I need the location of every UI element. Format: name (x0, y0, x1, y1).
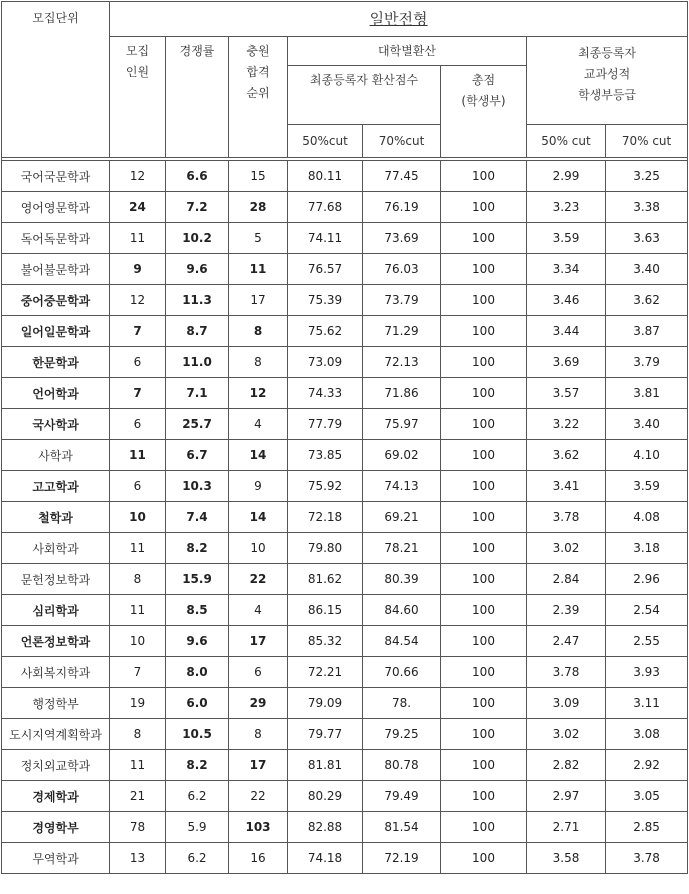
score-cut50-cell: 75.62 (288, 316, 363, 347)
quota-cell: 11 (110, 533, 166, 564)
competition-cell: 11.3 (166, 285, 229, 316)
table-row (2, 254, 688, 285)
quota-cell: 11 (110, 223, 166, 254)
table-row (2, 688, 688, 719)
department-cell: 사회학과 (2, 533, 110, 564)
competition-cell: 7.2 (166, 192, 229, 223)
table-row (2, 719, 688, 750)
rank-cell: 28 (229, 192, 288, 223)
grade-cut70-cell: 4.10 (606, 440, 688, 471)
department-cell: 국어국문학과 (2, 161, 110, 192)
total-cell: 100 (441, 533, 527, 564)
total-cell: 100 (441, 750, 527, 781)
score-cut50-cell: 75.39 (288, 285, 363, 316)
table-row (2, 626, 688, 657)
grade-cut70-cell: 2.55 (606, 626, 688, 657)
grade-cut70-cell: 3.87 (606, 316, 688, 347)
quota-cell: 19 (110, 688, 166, 719)
table-header (2, 2, 688, 161)
grade-cut70-cell: 4.08 (606, 502, 688, 533)
quota-cell: 11 (110, 595, 166, 626)
score-cut50-header: 50%cut (288, 125, 363, 158)
final-score-header: 최종등록자 환산점수 (288, 66, 441, 125)
table-row (2, 347, 688, 378)
competition-cell: 7.1 (166, 378, 229, 409)
total-cell: 100 (441, 688, 527, 719)
total-cell: 100 (441, 254, 527, 285)
competition-cell: 10.2 (166, 223, 229, 254)
conversion-header: 대학별환산 (288, 37, 527, 66)
grade-cut70-cell: 3.62 (606, 285, 688, 316)
competition-cell: 10.5 (166, 719, 229, 750)
total-cell: 100 (441, 192, 527, 223)
total-cell: 100 (441, 316, 527, 347)
grade-cut50-cell: 2.84 (527, 564, 606, 595)
competition-cell: 15.9 (166, 564, 229, 595)
score-cut70-cell: 73.79 (363, 285, 441, 316)
grade-cut50-cell: 3.57 (527, 378, 606, 409)
quota-cell: 12 (110, 161, 166, 192)
grade-cut70-cell: 3.25 (606, 161, 688, 192)
rank-cell: 4 (229, 595, 288, 626)
rank-cell: 8 (229, 719, 288, 750)
rank-cell: 29 (229, 688, 288, 719)
grade-cut70-cell: 3.79 (606, 347, 688, 378)
score-cut50-cell: 74.11 (288, 223, 363, 254)
competition-cell: 8.0 (166, 657, 229, 688)
total-cell: 100 (441, 502, 527, 533)
department-cell: 불어불문학과 (2, 254, 110, 285)
rank-cell: 17 (229, 285, 288, 316)
score-cut50-cell: 76.57 (288, 254, 363, 285)
grade-cut50-cell: 3.09 (527, 688, 606, 719)
rank-cell: 17 (229, 626, 288, 657)
score-cut50-cell: 81.62 (288, 564, 363, 595)
quota-cell: 7 (110, 316, 166, 347)
score-cut50-cell: 74.33 (288, 378, 363, 409)
quota-cell: 24 (110, 192, 166, 223)
competition-cell: 5.9 (166, 812, 229, 843)
rank-cell: 8 (229, 347, 288, 378)
grade-cut50-cell: 3.02 (527, 719, 606, 750)
quota-cell: 21 (110, 781, 166, 812)
score-cut50-cell: 73.09 (288, 347, 363, 378)
total-cell: 100 (441, 564, 527, 595)
grade-cut50-cell: 3.78 (527, 502, 606, 533)
table-row (2, 657, 688, 688)
score-cut50-cell: 86.15 (288, 595, 363, 626)
competition-cell: 6.2 (166, 781, 229, 812)
grade-cut70-cell: 3.40 (606, 409, 688, 440)
department-cell: 언어학과 (2, 378, 110, 409)
total-cell: 100 (441, 471, 527, 502)
score-cut50-cell: 80.11 (288, 161, 363, 192)
quota-cell: 11 (110, 750, 166, 781)
table-row (2, 533, 688, 564)
department-cell: 언론정보학과 (2, 626, 110, 657)
score-cut50-cell: 74.18 (288, 843, 363, 874)
grade-cut70-cell: 3.18 (606, 533, 688, 564)
grade-cut50-cell: 2.39 (527, 595, 606, 626)
quota-cell: 12 (110, 285, 166, 316)
grade-cut70-cell: 3.63 (606, 223, 688, 254)
quota-cell: 7 (110, 378, 166, 409)
table-row (2, 812, 688, 843)
score-cut50-cell: 77.68 (288, 192, 363, 223)
department-cell: 한문학과 (2, 347, 110, 378)
table-row (2, 161, 688, 192)
score-cut50-cell: 72.18 (288, 502, 363, 533)
table-row (2, 316, 688, 347)
score-cut70-cell: 69.02 (363, 440, 441, 471)
grade-cut70-cell: 2.92 (606, 750, 688, 781)
score-cut70-cell: 81.54 (363, 812, 441, 843)
department-cell: 국사학과 (2, 409, 110, 440)
score-cut70-cell: 72.19 (363, 843, 441, 874)
grade-cut50-cell: 3.62 (527, 440, 606, 471)
rank-cell: 22 (229, 781, 288, 812)
score-cut70-cell: 80.39 (363, 564, 441, 595)
total-cell: 100 (441, 347, 527, 378)
rank-cell: 4 (229, 409, 288, 440)
rank-cell: 11 (229, 254, 288, 285)
grade-header: 최종등록자 교과성적 학생부등급 (527, 37, 688, 125)
score-cut70-cell: 72.13 (363, 347, 441, 378)
quota-cell: 8 (110, 564, 166, 595)
competition-cell: 7.4 (166, 502, 229, 533)
score-cut70-cell: 74.13 (363, 471, 441, 502)
grade-cut50-cell: 3.22 (527, 409, 606, 440)
rank-cell: 16 (229, 843, 288, 874)
score-cut50-cell: 79.80 (288, 533, 363, 564)
competition-cell: 6.6 (166, 161, 229, 192)
grade-cut50-cell: 2.82 (527, 750, 606, 781)
score-cut70-cell: 71.86 (363, 378, 441, 409)
score-cut70-header: 70%cut (363, 125, 441, 158)
rank-cell: 8 (229, 316, 288, 347)
grade-cut50-cell: 3.69 (527, 347, 606, 378)
score-cut70-cell: 70.66 (363, 657, 441, 688)
table-row (2, 750, 688, 781)
rank-cell: 22 (229, 564, 288, 595)
score-cut70-cell: 69.21 (363, 502, 441, 533)
score-cut70-cell: 73.69 (363, 223, 441, 254)
quota-cell: 78 (110, 812, 166, 843)
quota-cell: 7 (110, 657, 166, 688)
quota-cell: 13 (110, 843, 166, 874)
score-cut70-cell: 84.54 (363, 626, 441, 657)
table-row (2, 595, 688, 626)
grade-cut70-cell: 2.54 (606, 595, 688, 626)
grade-cut50-cell: 3.23 (527, 192, 606, 223)
grade-cut70-cell: 3.59 (606, 471, 688, 502)
total-cell: 100 (441, 223, 527, 254)
grade-cut50-cell: 2.97 (527, 781, 606, 812)
table-row (2, 378, 688, 409)
total-cell: 100 (441, 657, 527, 688)
rank-header: 충원 합격 순위 (229, 37, 288, 158)
total-cell: 100 (441, 812, 527, 843)
quota-header: 모집 인원 (110, 37, 166, 158)
grade-cut70-cell: 3.08 (606, 719, 688, 750)
table-row (2, 781, 688, 812)
grade-cut50-cell: 2.71 (527, 812, 606, 843)
score-cut70-cell: 77.45 (363, 161, 441, 192)
score-cut70-cell: 76.19 (363, 192, 441, 223)
quota-cell: 10 (110, 502, 166, 533)
competition-cell: 10.3 (166, 471, 229, 502)
score-cut70-cell: 84.60 (363, 595, 441, 626)
competition-cell: 8.2 (166, 533, 229, 564)
score-cut50-cell: 77.79 (288, 409, 363, 440)
total-cell: 100 (441, 843, 527, 874)
unit-header: 모집단위 (2, 2, 110, 158)
department-cell: 심리학과 (2, 595, 110, 626)
table-row (2, 440, 688, 471)
quota-cell: 6 (110, 409, 166, 440)
rank-cell: 15 (229, 161, 288, 192)
total-cell: 100 (441, 595, 527, 626)
quota-cell: 10 (110, 626, 166, 657)
competition-cell: 6.0 (166, 688, 229, 719)
table-row (2, 192, 688, 223)
score-cut70-cell: 75.97 (363, 409, 441, 440)
grade-cut50-cell: 3.59 (527, 223, 606, 254)
grade-cut50-cell: 3.78 (527, 657, 606, 688)
department-cell: 사학과 (2, 440, 110, 471)
quota-cell: 6 (110, 347, 166, 378)
competition-cell: 9.6 (166, 626, 229, 657)
department-cell: 경제학과 (2, 781, 110, 812)
score-cut50-cell: 80.29 (288, 781, 363, 812)
grade-cut70-cell: 3.38 (606, 192, 688, 223)
competition-cell: 11.0 (166, 347, 229, 378)
rank-cell: 10 (229, 533, 288, 564)
competition-cell: 8.2 (166, 750, 229, 781)
grade-cut50-cell: 3.44 (527, 316, 606, 347)
table-row (2, 285, 688, 316)
score-cut50-cell: 79.09 (288, 688, 363, 719)
score-cut50-cell: 81.81 (288, 750, 363, 781)
department-cell: 문헌정보학과 (2, 564, 110, 595)
table-row (2, 502, 688, 533)
score-cut70-cell: 76.03 (363, 254, 441, 285)
competition-cell: 8.7 (166, 316, 229, 347)
total-cell: 100 (441, 285, 527, 316)
total-cell: 100 (441, 378, 527, 409)
track-title: 일반전형 (110, 2, 688, 37)
score-cut50-cell: 75.92 (288, 471, 363, 502)
table-body (2, 161, 688, 874)
competition-cell: 8.5 (166, 595, 229, 626)
table-row (2, 564, 688, 595)
quota-cell: 8 (110, 719, 166, 750)
total-cell: 100 (441, 719, 527, 750)
total-header: 총점 (학생부) (441, 66, 527, 158)
grade-cut70-cell: 3.81 (606, 378, 688, 409)
department-cell: 철학과 (2, 502, 110, 533)
quota-cell: 9 (110, 254, 166, 285)
department-cell: 도시지역계획학과 (2, 719, 110, 750)
score-cut50-cell: 73.85 (288, 440, 363, 471)
grade-cut70-cell: 3.93 (606, 657, 688, 688)
rank-cell: 12 (229, 378, 288, 409)
competition-cell: 9.6 (166, 254, 229, 285)
department-cell: 행정학부 (2, 688, 110, 719)
score-cut50-cell: 85.32 (288, 626, 363, 657)
grade-cut70-cell: 3.11 (606, 688, 688, 719)
grade-cut70-cell: 3.78 (606, 843, 688, 874)
competition-header: 경쟁률 (166, 37, 229, 158)
quota-cell: 11 (110, 440, 166, 471)
total-cell: 100 (441, 781, 527, 812)
grade-cut70-cell: 2.96 (606, 564, 688, 595)
rank-cell: 14 (229, 502, 288, 533)
grade-cut70-cell: 3.40 (606, 254, 688, 285)
table-row (2, 843, 688, 874)
grade-cut50-cell: 3.41 (527, 471, 606, 502)
rank-cell: 103 (229, 812, 288, 843)
rank-cell: 9 (229, 471, 288, 502)
department-cell: 중어중문학과 (2, 285, 110, 316)
score-cut70-cell: 78. (363, 688, 441, 719)
competition-cell: 6.2 (166, 843, 229, 874)
score-cut50-cell: 79.77 (288, 719, 363, 750)
department-cell: 영어영문학과 (2, 192, 110, 223)
rank-cell: 5 (229, 223, 288, 254)
total-cell: 100 (441, 440, 527, 471)
department-cell: 경영학부 (2, 812, 110, 843)
grade-cut70-cell: 2.85 (606, 812, 688, 843)
rank-cell: 17 (229, 750, 288, 781)
grade-cut50-cell: 2.99 (527, 161, 606, 192)
total-cell: 100 (441, 409, 527, 440)
department-cell: 정치외교학과 (2, 750, 110, 781)
competition-cell: 25.7 (166, 409, 229, 440)
department-cell: 사회복지학과 (2, 657, 110, 688)
score-cut70-cell: 80.78 (363, 750, 441, 781)
department-cell: 일어일문학과 (2, 316, 110, 347)
grade-cut70-header: 70% cut (606, 125, 688, 158)
quota-cell: 6 (110, 471, 166, 502)
score-cut70-cell: 78.21 (363, 533, 441, 564)
total-cell: 100 (441, 161, 527, 192)
department-cell: 고고학과 (2, 471, 110, 502)
table-row (2, 409, 688, 440)
competition-cell: 6.7 (166, 440, 229, 471)
admission-results-table (1, 1, 688, 874)
score-cut50-cell: 82.88 (288, 812, 363, 843)
rank-cell: 14 (229, 440, 288, 471)
score-cut70-cell: 71.29 (363, 316, 441, 347)
grade-cut50-cell: 2.47 (527, 626, 606, 657)
score-cut50-cell: 72.21 (288, 657, 363, 688)
grade-cut50-cell: 3.46 (527, 285, 606, 316)
grade-cut50-cell: 3.02 (527, 533, 606, 564)
department-cell: 독어독문학과 (2, 223, 110, 254)
grade-cut50-cell: 3.58 (527, 843, 606, 874)
grade-cut50-cell: 3.34 (527, 254, 606, 285)
score-cut70-cell: 79.49 (363, 781, 441, 812)
department-cell: 무역학과 (2, 843, 110, 874)
grade-cut70-cell: 3.05 (606, 781, 688, 812)
table-row (2, 471, 688, 502)
rank-cell: 6 (229, 657, 288, 688)
total-cell: 100 (441, 626, 527, 657)
table-row (2, 223, 688, 254)
grade-cut50-header: 50% cut (527, 125, 606, 158)
score-cut70-cell: 79.25 (363, 719, 441, 750)
